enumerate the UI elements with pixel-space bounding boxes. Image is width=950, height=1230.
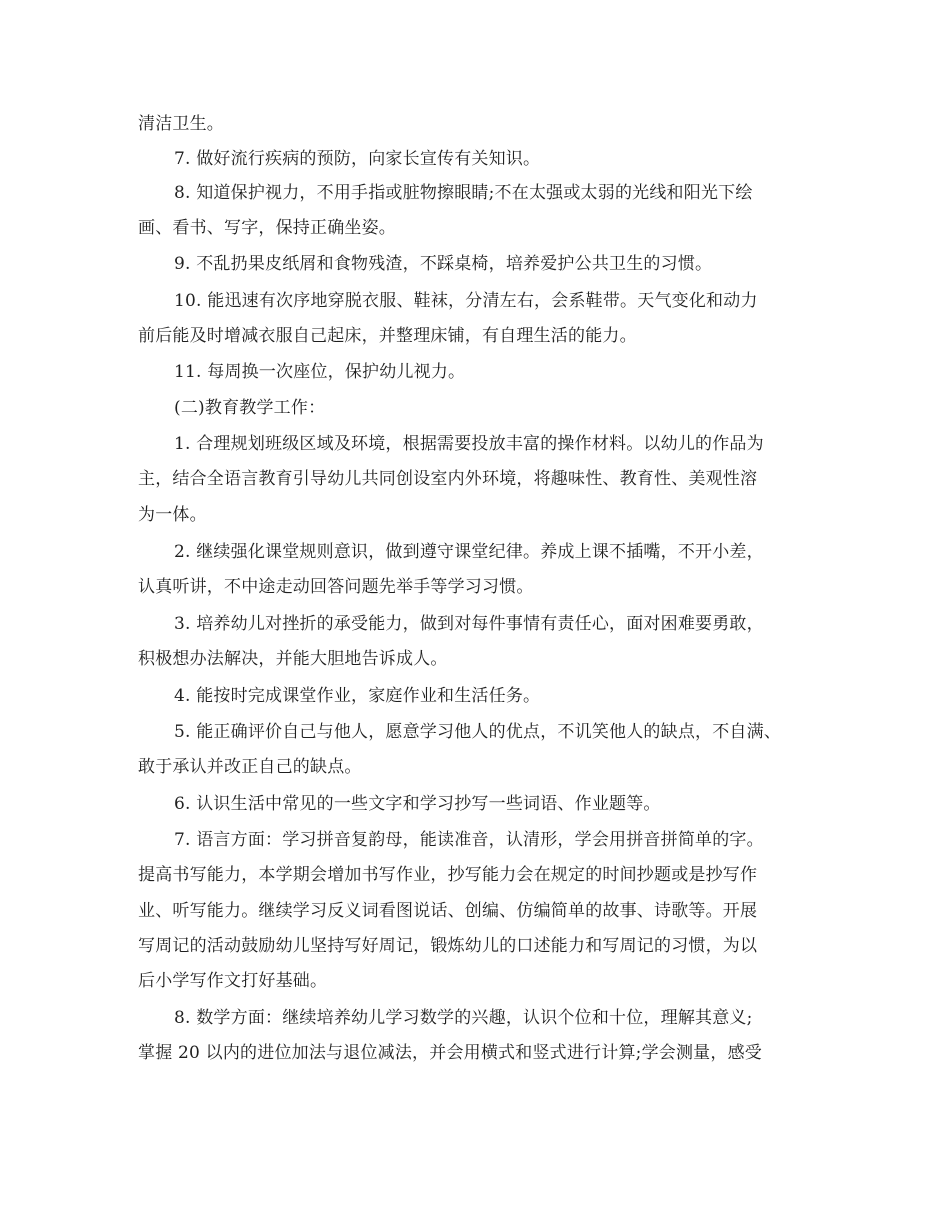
text-line: 积极想办法解决，并能大胆地告诉成人。 xyxy=(138,649,448,669)
text-line: 4. 能按时完成课堂作业，家庭作业和生活任务。 xyxy=(174,686,541,706)
text-line: 写周记的活动鼓励幼儿坚持写好周记，锻炼幼儿的口述能力和写周记的习惯，为以 xyxy=(138,936,758,956)
text-line: 主，结合全语言教育引导幼儿共同创设室内外环境，将趣味性、教育性、美观性溶 xyxy=(138,469,758,489)
text-line: 1. 合理规划班级区域及环境，根据需要投放丰富的操作材料。以幼儿的作品为 xyxy=(174,434,764,454)
section-heading: (二)教育教学工作： xyxy=(174,398,326,418)
text-line: 10. 能迅速有次序地穿脱衣服、鞋袜，分清左右，会系鞋带。天气变化和动力 xyxy=(174,291,758,311)
text-line: 7. 做好流行疾病的预防，向家长宣传有关知识。 xyxy=(174,149,541,169)
text-line: 为一体。 xyxy=(138,505,207,525)
text-line: 7. 语言方面：学习拼音复韵母，能读准音，认清形，学会用拼音拼简单的字。 xyxy=(174,830,764,850)
text-line: 3. 培养幼儿对挫折的承受能力，做到对每件事情有责任心，面对困难要勇敢， xyxy=(174,614,764,634)
text-line: 11. 每周换一次座位，保护幼儿视力。 xyxy=(174,362,466,382)
text-line: 掌握 20 以内的进位加法与退位减法，并会用横式和竖式进行计算;学会测量，感受 xyxy=(138,1043,762,1063)
text-line: 2. 继续强化课堂规则意识，做到遵守课堂纪律。养成上课不插嘴，不开小差， xyxy=(174,542,764,562)
text-line: 提高书写能力，本学期会增加书写作业，抄写能力会在规定的时间抄题或是抄写作 xyxy=(138,865,758,885)
text-line: 敢于承认并改正自己的缺点。 xyxy=(138,757,362,777)
text-line: 清洁卫生。 xyxy=(138,114,224,134)
text-line: 8. 数学方面：继续培养幼儿学习数学的兴趣，认识个位和十位，理解其意义; xyxy=(174,1008,753,1028)
text-line: 6. 认识生活中常见的一些文字和学习抄写一些词语、作业题等。 xyxy=(174,794,661,814)
text-line: 前后能及时增减衣服自己起床，并整理床铺，有自理生活的能力。 xyxy=(138,326,637,346)
text-line: 业、听写能力。继续学习反义词看图说话、创编、仿编简单的故事、诗歌等。开展 xyxy=(138,901,758,921)
text-line: 5. 能正确评价自己与他人，愿意学习他人的优点，不讥笑他人的缺点，不自满、 xyxy=(174,722,782,742)
text-line: 9. 不乱扔果皮纸屑和食物残渣，不踩桌椅，培养爱护公共卫生的习惯。 xyxy=(174,254,713,274)
text-line: 认真听讲，不中途走动回答问题先举手等学习习惯。 xyxy=(138,577,534,597)
text-line: 8. 知道保护视力，不用手指或脏物擦眼睛;不在太强或太弱的光线和阳光下绘 xyxy=(174,183,753,203)
text-line: 后小学写作文打好基础。 xyxy=(138,971,328,991)
text-line: 画、看书、写字，保持正确坐姿。 xyxy=(138,218,396,238)
